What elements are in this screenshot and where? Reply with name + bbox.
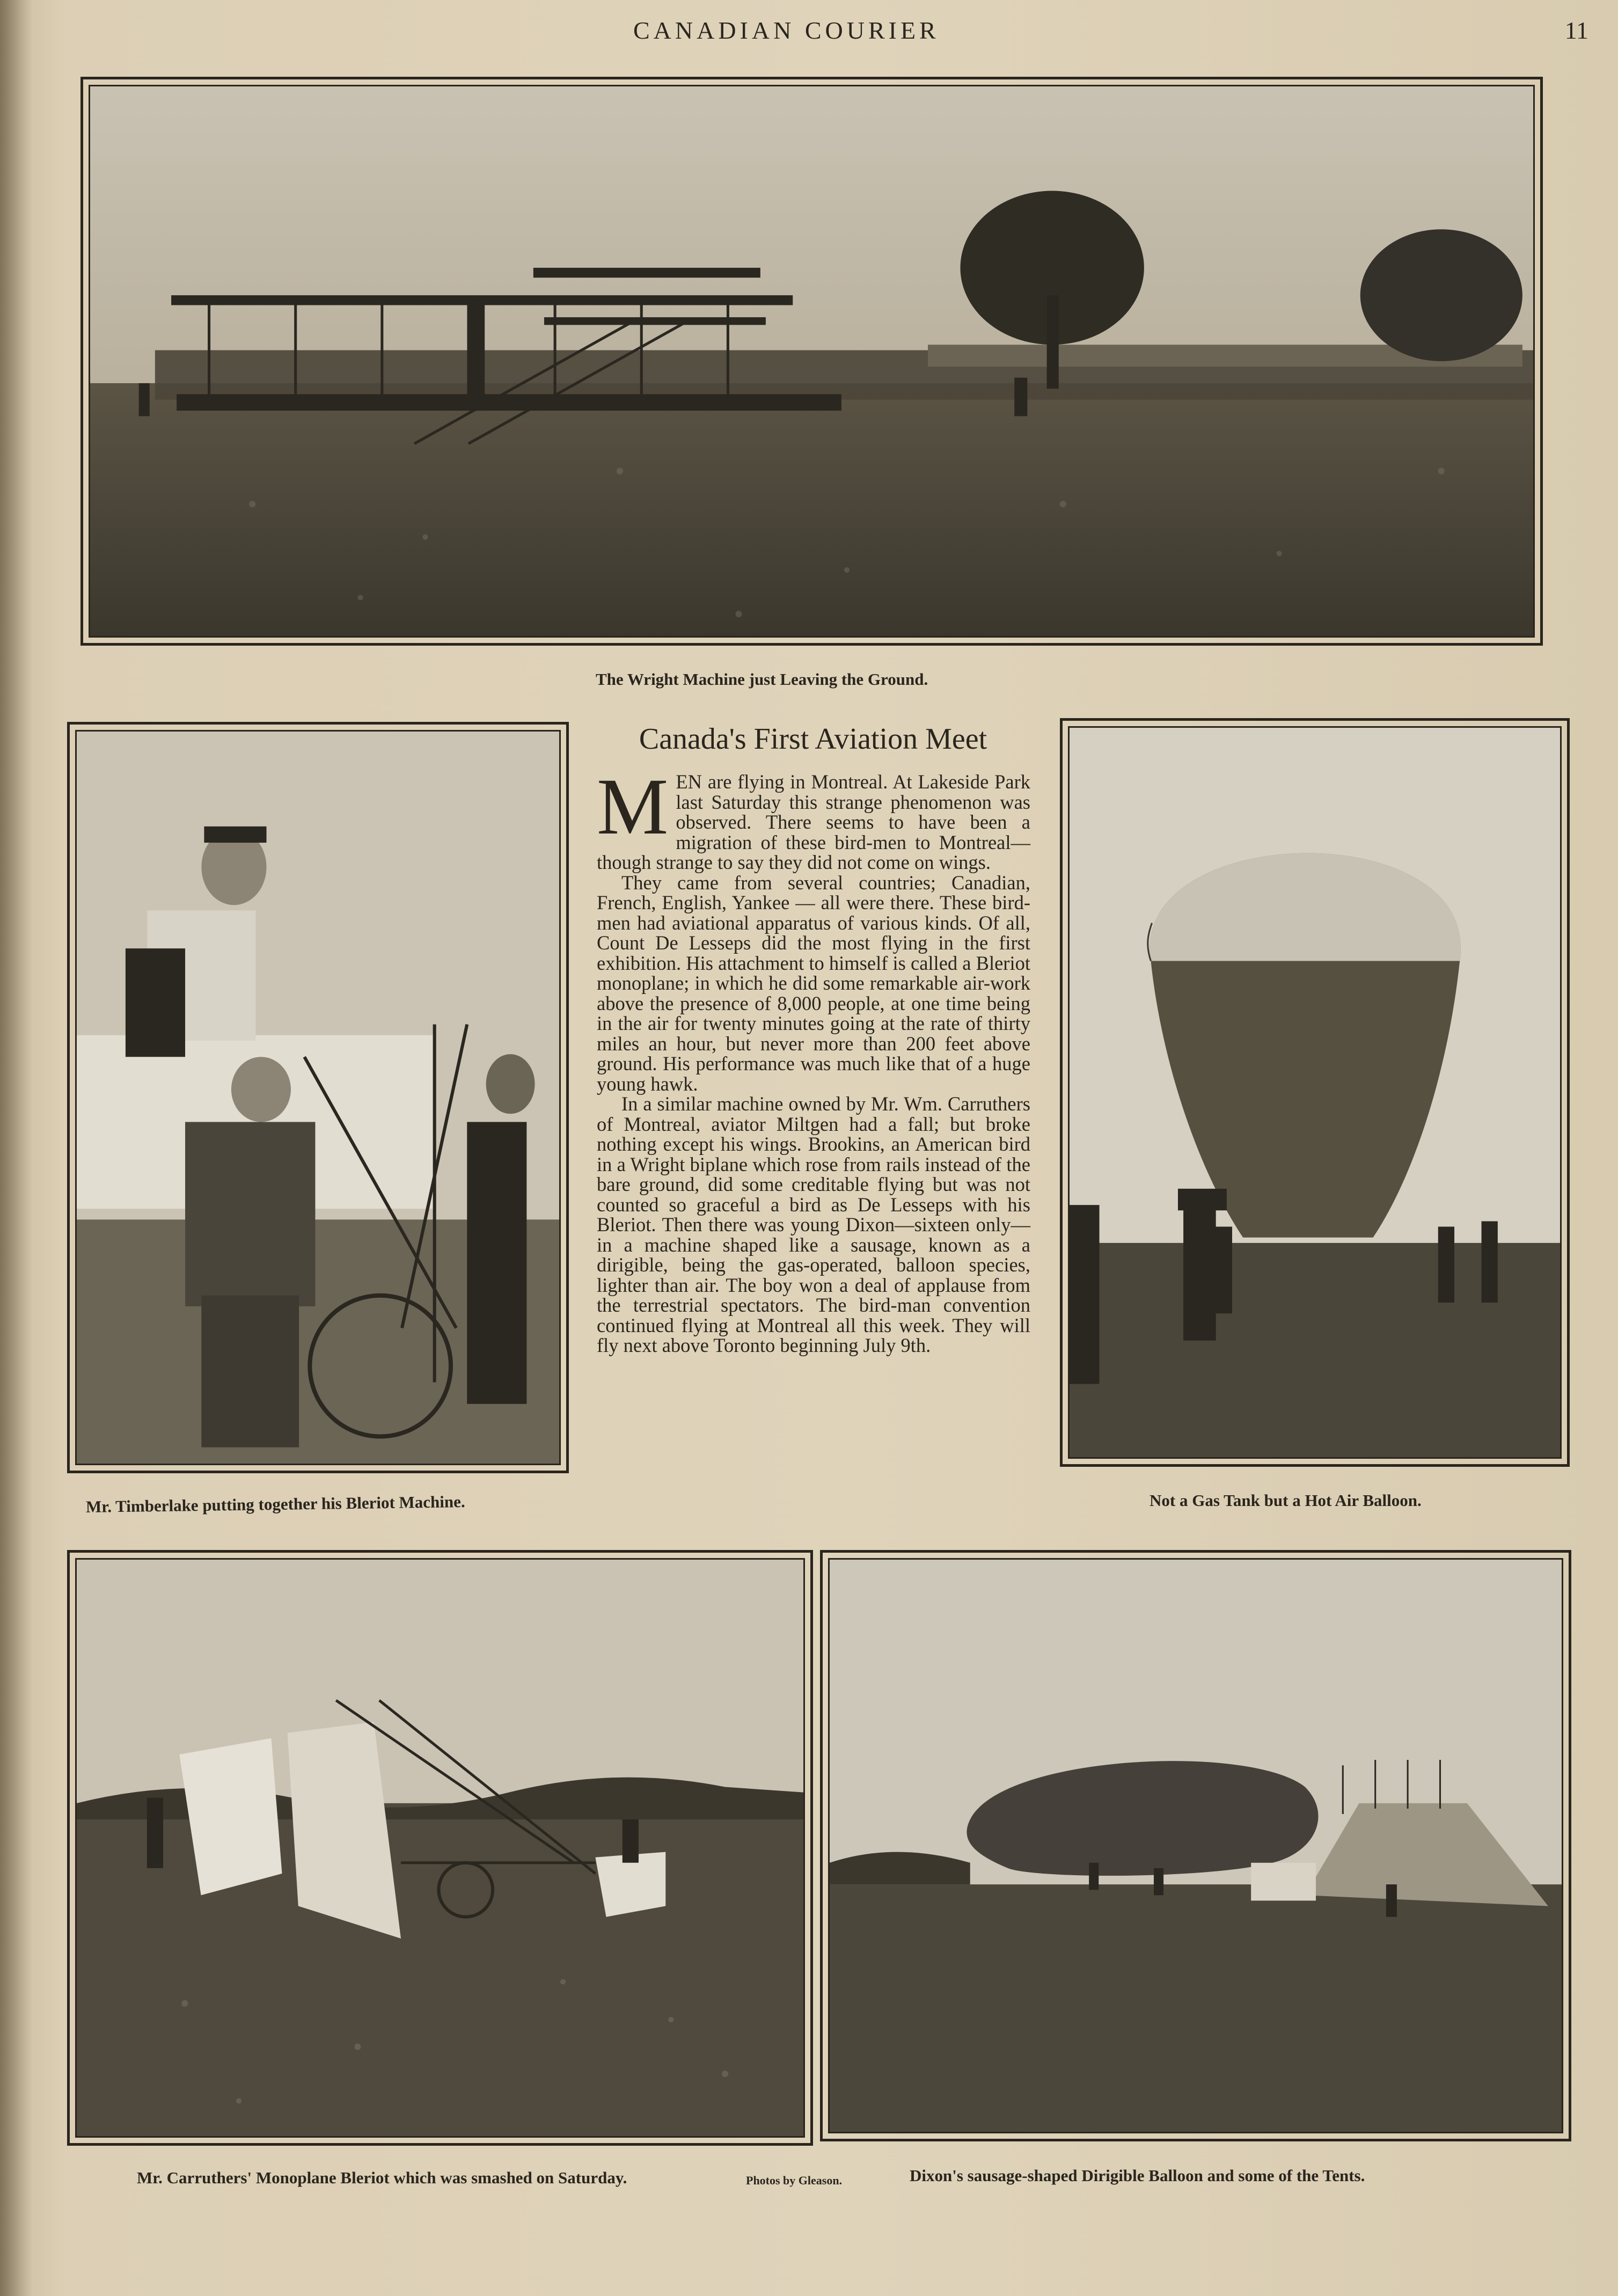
article-paragraph-3: In a similar machine owned by Mr. Wm. Carruthers of Montreal, aviator Miltgen had a fall; but broke nothing except his wings. Brookins, an American bird in a Wright biplane which rose from rails instead of the bare ground, did some creditable flying but was not counted so graceful a bird as De Lesseps with his Bleriot. Then there was young Dixon—sixteen only—in a machine shaped like a sausage, known as a dirigible, being the gas-operated, balloon species, lighter than air. The boy won a deal of applause from the terrestrial spectators. The bird-man convention continued flying at Montreal all this week. They will fly next above Toronto beginning July 9th. bbox=[597, 1093, 1030, 1356]
page-number: 11 bbox=[1564, 17, 1588, 44]
dirigible-balloon-photo bbox=[830, 1560, 1562, 2132]
publication-title: CANADIAN COURIER bbox=[633, 17, 940, 44]
photo-hot-air-balloon bbox=[1060, 718, 1570, 1467]
wright-machine-photo bbox=[90, 86, 1533, 636]
article-paragraph-2: They came from several countries; Canadian, French, English, Yankee — all were there. These bird-men had aviational apparatus of various kinds. Of all, Count De Lesseps did the most flying in the first exhibition. His attachment to himself is called a Bleriot monoplane; in which he did some remarkable air-work above the presence of 8,000 people, at one time being in the air for twenty minutes going at the rate of thirty miles an hour, but never more than 200 feet above ground. His performance was much like that of a huge young hawk. bbox=[597, 871, 1030, 1095]
hot-air-balloon-photo bbox=[1070, 728, 1560, 1457]
photo-smashed-monoplane bbox=[67, 1550, 813, 2146]
drop-cap: M bbox=[597, 762, 669, 851]
photo-dirigible-balloon bbox=[820, 1550, 1571, 2141]
caption-timberlake: Mr. Timberlake putting together his Bleriot Machine. bbox=[85, 1492, 465, 1516]
timberlake-photo bbox=[77, 732, 559, 1464]
caption-dirigible-balloon: Dixon's sausage-shaped Dirigible Balloon and some of the Tents. bbox=[910, 2166, 1365, 2185]
article-title: Canada's First Aviation Meet bbox=[639, 722, 987, 756]
caption-hot-air-balloon: Not a Gas Tank but a Hot Air Balloon. bbox=[1150, 1491, 1422, 1510]
article-paragraph-1: MEN are flying in Montreal. At Lakeside Park last Saturday this strange phenomenon was observed. There seems to have been a migration of these bird-men to Montreal—though strange to say they did not come on wings. bbox=[597, 762, 1030, 873]
photo-credit: Photos by Gleason. bbox=[746, 2174, 843, 2187]
photo-timberlake bbox=[67, 722, 569, 1473]
photo-wright-machine bbox=[80, 77, 1543, 646]
article-body bbox=[597, 762, 1030, 1356]
smashed-monoplane-photo bbox=[77, 1560, 803, 2136]
caption-smashed-monoplane: Mr. Carruthers' Monoplane Bleriot which was smashed on Saturday. bbox=[137, 2168, 627, 2187]
caption-wright-machine: The Wright Machine just Leaving the Ground. bbox=[596, 670, 928, 689]
binding-shadow bbox=[0, 0, 32, 2296]
